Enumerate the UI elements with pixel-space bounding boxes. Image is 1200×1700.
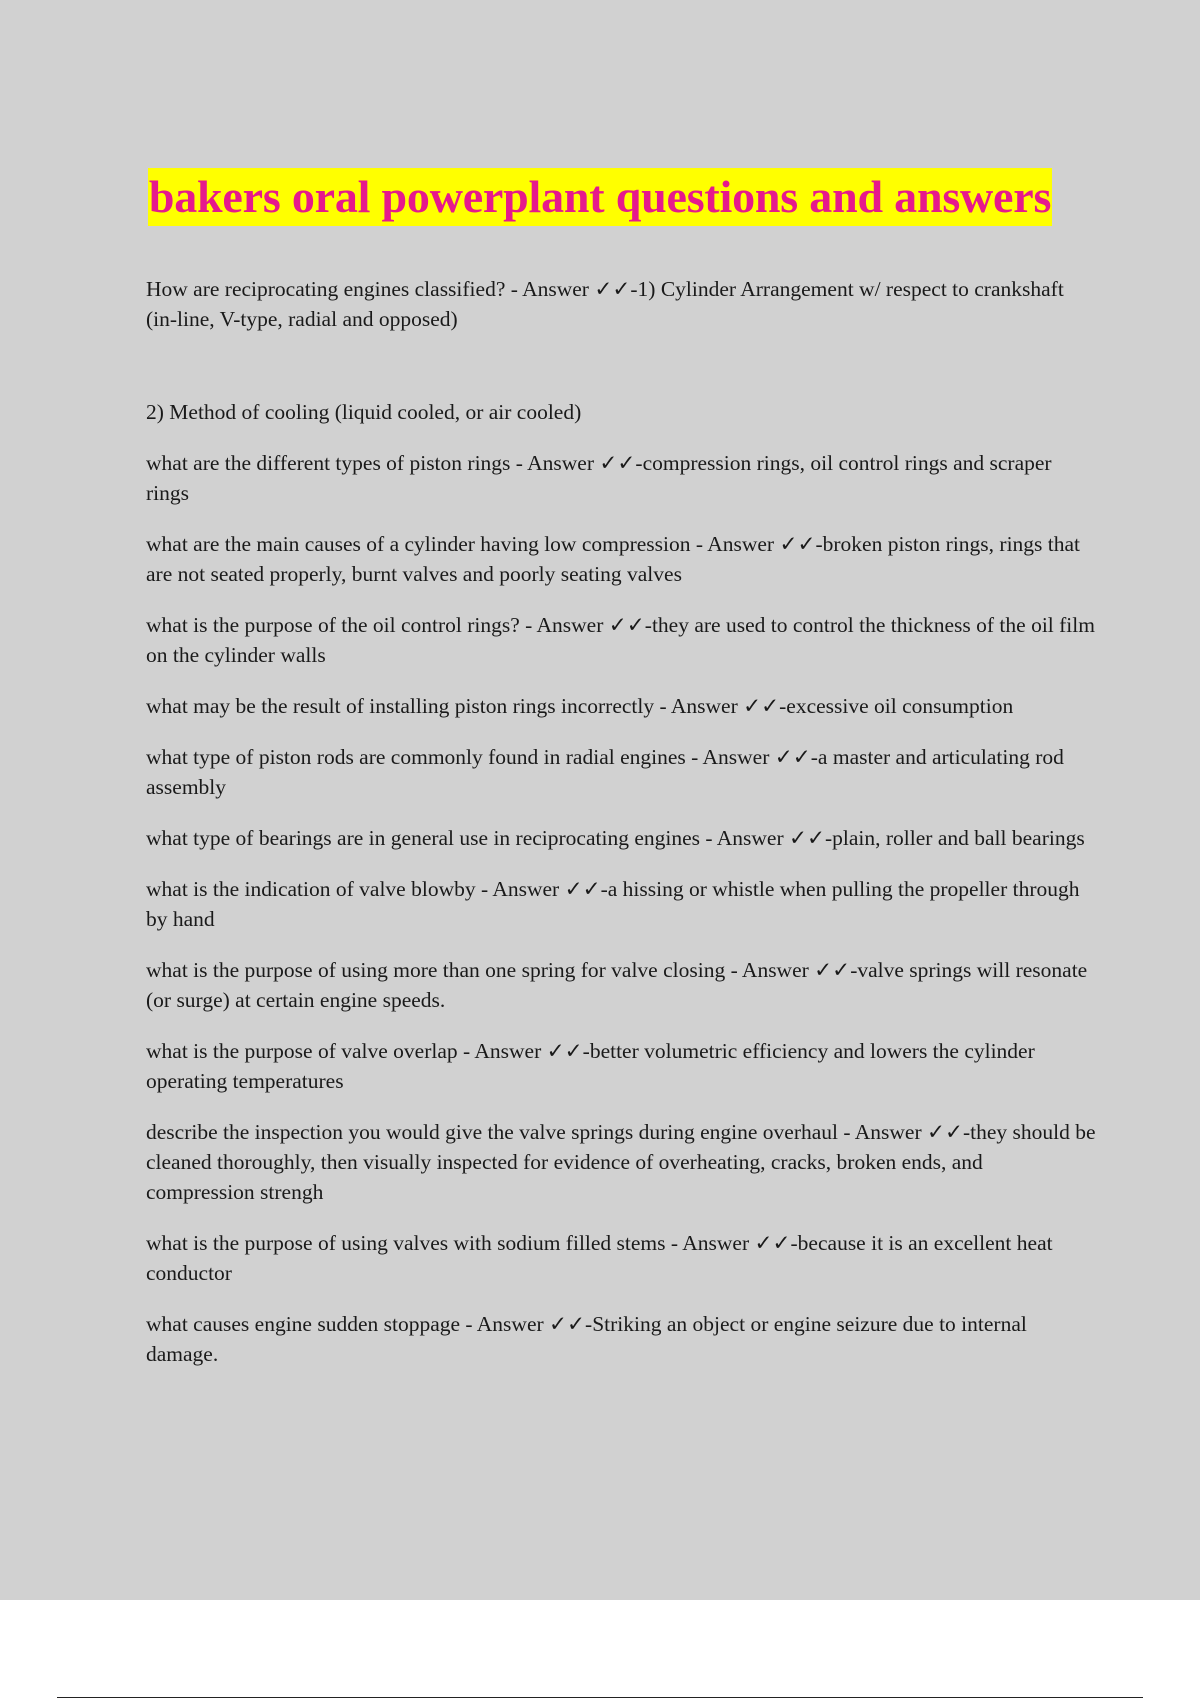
qa-paragraph: what causes engine sudden stoppage - Answer ✓✓-Striking an object or engine seizure due to internal damage. bbox=[146, 1312, 1027, 1366]
qa-paragraph: what is the purpose of using more than one spring for valve closing - Answer ✓✓-valve springs will resonate (or surge) at certain engine speeds. bbox=[146, 958, 1088, 1012]
qa-paragraph: what is the purpose of using valves with sodium filled stems - Answer ✓✓-because it is an excellent heat conductor bbox=[146, 1231, 1053, 1285]
title-wrap bbox=[0, 168, 1200, 226]
qa-paragraph: How are reciprocating engines classified? - Answer ✓✓-1) Cylinder Arrangement w/ respect to crankshaft (in-line, V-type, radial and opposed) bbox=[146, 277, 1064, 331]
qa-paragraph: what may be the result of installing piston rings incorrectly - Answer ✓✓-excessive oil consumption bbox=[146, 694, 1014, 718]
qa-content bbox=[146, 274, 1096, 1390]
qa-paragraph: what type of bearings are in general use in reciprocating engines - Answer ✓✓-plain, roller and ball bearings bbox=[146, 826, 1085, 850]
qa-paragraph: what are the main causes of a cylinder having low compression - Answer ✓✓-broken piston rings, rings that are not seated properly, burnt valves and poorly seating valves bbox=[146, 532, 1081, 586]
qa-paragraph: what is the indication of valve blowby - Answer ✓✓-a hissing or whistle when pulling the propeller through by hand bbox=[146, 877, 1080, 931]
document-title: bakers oral powerplant questions and answers bbox=[148, 168, 1052, 226]
qa-paragraph: what type of piston rods are commonly found in radial engines - Answer ✓✓-a master and articulating rod assembly bbox=[146, 745, 1064, 799]
footer-divider bbox=[57, 1697, 1143, 1698]
qa-paragraph: what are the different types of piston rings - Answer ✓✓-compression rings, oil control rings and scraper rings bbox=[146, 451, 1052, 505]
qa-paragraph: what is the purpose of valve overlap - Answer ✓✓-better volumetric efficiency and lowers the cylinder operating temperatures bbox=[146, 1039, 1035, 1093]
qa-paragraph: 2) Method of cooling (liquid cooled, or air cooled) bbox=[146, 400, 582, 424]
qa-paragraph: describe the inspection you would give the valve springs during engine overhaul - Answer ✓✓-they should be cleaned thoroughly, then visually inspected for evidence of overheating, cracks, broken ends, and compression strengh bbox=[146, 1120, 1096, 1204]
qa-paragraph: what is the purpose of the oil control rings? - Answer ✓✓-they are used to control the thickness of the oil film on the cylinder walls bbox=[146, 613, 1095, 667]
